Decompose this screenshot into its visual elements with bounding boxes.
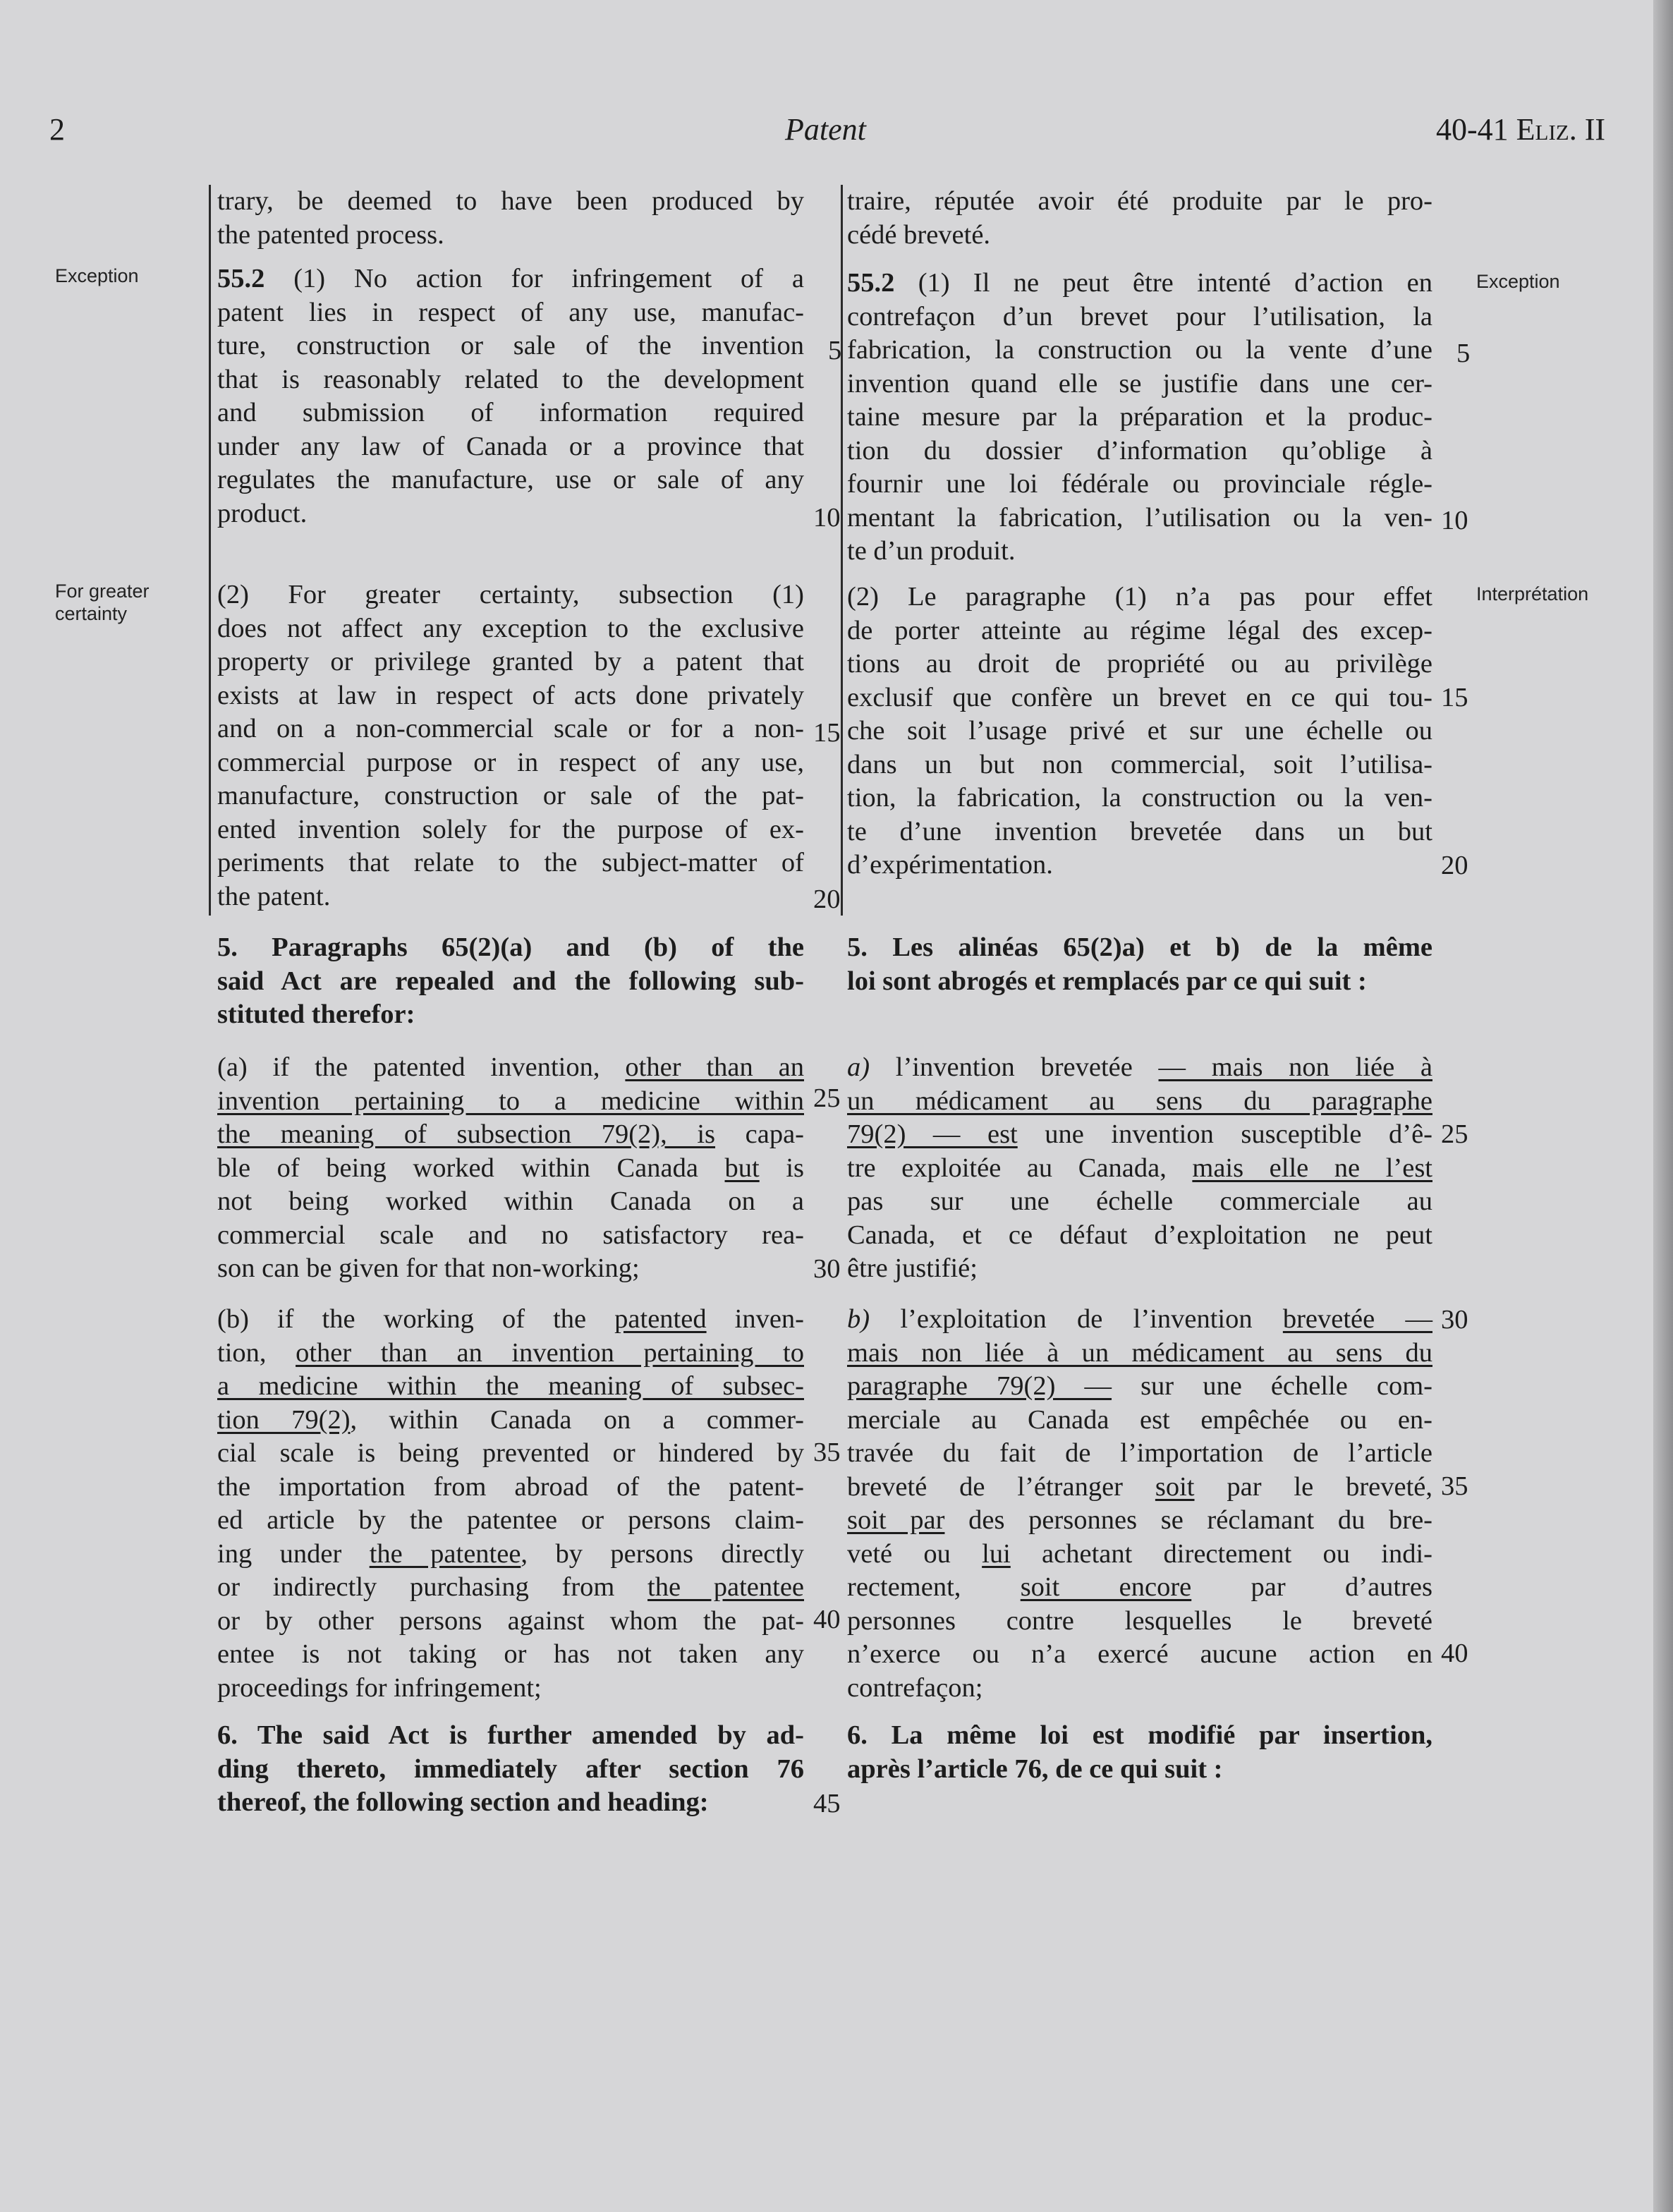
line-number: 35 bbox=[813, 1438, 841, 1467]
line-number: 40 bbox=[1441, 1639, 1468, 1668]
margin-note-greater-certainty: For greater certainty bbox=[55, 581, 150, 624]
line-number: 25 bbox=[1441, 1119, 1468, 1149]
text-line: a medicine within the meaning of subsec- bbox=[217, 1371, 804, 1401]
margin-note-exception-en: Exception bbox=[55, 265, 139, 286]
french-column bbox=[847, 185, 1432, 252]
margin-note-exception-fr: Exception bbox=[1476, 271, 1560, 292]
line-number: 15 bbox=[813, 718, 841, 748]
text-line: contrefaçon; bbox=[847, 1672, 983, 1703]
paragraph-a-fr bbox=[847, 1051, 1432, 1286]
text-line: ented invention solely for the purpose of ex- bbox=[217, 814, 804, 844]
text-line: tion du dossier d’information qu’oblige à bbox=[847, 435, 1432, 466]
text-line: thereof, the following section and heading: bbox=[217, 1787, 709, 1817]
regnal-year: 40-41 Eliz. II bbox=[1436, 112, 1606, 147]
text-line: said Act are repealed and the following sub- bbox=[217, 966, 804, 996]
text-line: taine mesure par la préparation et la produc- bbox=[847, 402, 1432, 432]
text-line: b) l’exploitation de l’invention brevetée — bbox=[847, 1304, 1432, 1334]
text-line: tion 79(2), within Canada on a commer- bbox=[217, 1404, 804, 1435]
text-line: exists at law in respect of acts done privately bbox=[217, 680, 804, 710]
text-line: cédé breveté. bbox=[847, 219, 991, 250]
text-line: 55.2 (1) Il ne peut être intenté d’action en bbox=[847, 268, 1432, 298]
text-line: dans un but non commercial, soit l’utilisa- bbox=[847, 749, 1432, 779]
text-line: exclusif que confère un brevet en ce qui tou- bbox=[847, 682, 1432, 712]
text-line: 79(2) — est une invention susceptible d’ê- bbox=[847, 1119, 1432, 1149]
text-line: merciale au Canada est empêchée ou en- bbox=[847, 1404, 1432, 1435]
text-line: under any law of Canada or a province that bbox=[217, 431, 804, 461]
text-line: de porter atteinte au régime légal des excep- bbox=[847, 615, 1432, 645]
text-line: the importation from abroad of the patent- bbox=[217, 1471, 804, 1502]
text-line: manufacture, construction or sale of the pat- bbox=[217, 781, 804, 810]
text-line: n’exerce ou n’a exercé aucune action en bbox=[847, 1639, 1432, 1669]
section-6-heading-en bbox=[217, 1719, 804, 1820]
line-number: 10 bbox=[1441, 506, 1468, 535]
left-column-rule bbox=[209, 185, 211, 916]
text-line: 6. The said Act is further amended by ad- bbox=[217, 1720, 804, 1750]
text-line: mentant la fabrication, l’utilisation ou la ven- bbox=[847, 502, 1432, 533]
text-line: 5. Paragraphs 65(2)(a) and (b) of the bbox=[217, 932, 804, 962]
page-number: 2 bbox=[49, 112, 65, 147]
section-5-heading-en bbox=[217, 931, 804, 1032]
line-number: 30 bbox=[813, 1254, 841, 1284]
paragraph-a-en bbox=[217, 1051, 804, 1286]
text-line: fournir une loi fédérale ou provinciale régle- bbox=[847, 469, 1432, 499]
text-line: mais non liée à un médicament au sens du bbox=[847, 1337, 1432, 1368]
text-line: Canada, et ce défaut d’exploitation ne peut bbox=[847, 1220, 1432, 1250]
line-number: 15 bbox=[1441, 683, 1468, 712]
text-line: entee is not taking or has not taken any bbox=[217, 1639, 804, 1669]
text-line: a) l’invention brevetée — mais non liée à bbox=[847, 1052, 1432, 1082]
text-line: contrefaçon d’un brevet pour l’utilisation, la bbox=[847, 301, 1432, 332]
text-line: property or privilege granted by a patent that bbox=[217, 647, 804, 676]
line-number: 5 bbox=[1456, 339, 1471, 368]
text-line: invention quand elle se justifie dans une cer- bbox=[847, 368, 1432, 399]
text-line: che soit l’usage privé et sur une échelle ou bbox=[847, 716, 1432, 746]
section-55-2-1-fr bbox=[847, 267, 1432, 569]
text-line: loi sont abrogés et remplacés par ce qui suit : bbox=[847, 966, 1367, 996]
line-number: 10 bbox=[813, 503, 841, 533]
text-line: (a) if the patented invention, other than an bbox=[217, 1052, 804, 1082]
section-5-heading-fr bbox=[847, 931, 1432, 998]
text-line: ble of being worked within Canada but is bbox=[217, 1153, 804, 1183]
text-line: cial scale is being prevented or hindered by bbox=[217, 1438, 804, 1468]
text-line: and submission of information required bbox=[217, 398, 804, 427]
line-number: 30 bbox=[1441, 1305, 1468, 1335]
text-line: fabrication, la construction ou la vente d’une bbox=[847, 335, 1432, 365]
section-6-heading-fr bbox=[847, 1719, 1432, 1786]
text-line: the patent. bbox=[217, 881, 331, 911]
text-line: soit par des personnes se réclamant du bre- bbox=[847, 1505, 1432, 1535]
text-line: (b) if the working of the patented inven- bbox=[217, 1304, 804, 1334]
text-line: veté ou lui achetant directement ou indi- bbox=[847, 1538, 1432, 1569]
text-line: does not affect any exception to the exclusive bbox=[217, 613, 804, 643]
text-line: and on a non-commercial scale or for a non- bbox=[217, 714, 804, 743]
text-line: that is reasonably related to the development bbox=[217, 364, 804, 394]
text-line: ed article by the patentee or persons claim- bbox=[217, 1505, 804, 1535]
text-line: après l’article 76, de ce qui suit : bbox=[847, 1754, 1223, 1784]
text-line: product. bbox=[217, 498, 308, 528]
text-line: regulates the manufacture, use or sale of any bbox=[217, 465, 804, 494]
line-number: 45 bbox=[813, 1789, 841, 1818]
margin-note-interpretation: Interprétation bbox=[1476, 583, 1589, 604]
text-line: paragraphe 79(2) — sur une échelle com- bbox=[847, 1371, 1432, 1401]
text-line: personnes contre lesquelles le breveté bbox=[847, 1605, 1432, 1636]
text-line: proceedings for infringement; bbox=[217, 1672, 542, 1703]
text-line: 5. Les alinéas 65(2)a) et b) de la même bbox=[847, 932, 1432, 962]
text-line: periments that relate to the subject-matter of bbox=[217, 848, 804, 877]
text-line: travée du fait de l’importation de l’article bbox=[847, 1438, 1432, 1468]
text-line: ing under the patentee, by persons directly bbox=[217, 1538, 804, 1569]
paragraph-b-fr bbox=[847, 1303, 1432, 1705]
text-line: pas sur une échelle commerciale au bbox=[847, 1186, 1432, 1216]
line-number: 20 bbox=[813, 885, 841, 914]
section-55-2-2-en bbox=[217, 578, 804, 913]
text-line: être justifié; bbox=[847, 1253, 978, 1283]
line-number: 35 bbox=[1441, 1471, 1468, 1501]
line-number: 25 bbox=[813, 1083, 841, 1113]
text-line: traire, réputée avoir été produite par le pro- bbox=[847, 186, 1432, 216]
text-line: te d’une invention brevetée dans un but bbox=[847, 816, 1432, 846]
text-line: 6. La même loi est modifié par insertion, bbox=[847, 1720, 1432, 1750]
text-line: ture, construction or sale of the invention bbox=[217, 331, 804, 360]
text-line: the meaning of subsection 79(2), is capa- bbox=[217, 1119, 804, 1149]
text-line: tions au droit de propriété ou au privilège bbox=[847, 649, 1432, 679]
text-line: trary, be deemed to have been produced by bbox=[217, 186, 804, 216]
text-line: 55.2 (1) No action for infringement of a bbox=[217, 264, 804, 293]
page-title: Patent bbox=[785, 112, 866, 147]
text-line: (2) Le paragraphe (1) n’a pas pour effet bbox=[847, 582, 1432, 612]
text-line: un médicament au sens du paragraphe bbox=[847, 1086, 1432, 1116]
text-line: or by other persons against whom the pat- bbox=[217, 1605, 804, 1636]
line-number: 40 bbox=[813, 1605, 841, 1634]
text-line: commercial scale and no satisfactory rea- bbox=[217, 1220, 804, 1250]
text-line: invention pertaining to a medicine within bbox=[217, 1086, 804, 1116]
text-line: rectement, soit encore par d’autres bbox=[847, 1572, 1433, 1602]
text-line: or indirectly purchasing from the patentee bbox=[217, 1572, 804, 1602]
text-line: tion, la fabrication, la construction ou la ven- bbox=[847, 783, 1432, 813]
text-line: ding thereto, immediately after section 76 bbox=[217, 1754, 804, 1784]
text-line: d’expérimentation. bbox=[847, 850, 1053, 880]
text-line: stituted therefor: bbox=[217, 999, 415, 1029]
center-column-rule bbox=[841, 185, 843, 916]
text-line: the patented process. bbox=[217, 219, 444, 250]
text-line: tion, other than an invention pertaining to bbox=[217, 1337, 804, 1368]
paragraph-b-en bbox=[217, 1303, 804, 1705]
text-line: te d’un produit. bbox=[847, 536, 1016, 566]
section-55-2-2-fr bbox=[847, 581, 1432, 882]
line-number: 5 bbox=[828, 336, 842, 365]
text-line: son can be given for that non-working; bbox=[217, 1253, 640, 1283]
text-line: tre exploitée au Canada, mais elle ne l’est bbox=[847, 1153, 1432, 1183]
section-55-2-1-en bbox=[217, 262, 804, 530]
text-line: breveté de l’étranger soit par le breveté, bbox=[847, 1471, 1432, 1502]
text-line: not being worked within Canada on a bbox=[217, 1186, 804, 1216]
english-column bbox=[217, 185, 804, 252]
text-line: (2) For greater certainty, subsection (1) bbox=[217, 580, 804, 609]
text-line: patent lies in respect of any use, manufac- bbox=[217, 297, 804, 327]
text-line: commercial purpose or in respect of any use, bbox=[217, 747, 804, 777]
page-edge bbox=[1653, 0, 1673, 2212]
line-number: 20 bbox=[1441, 851, 1468, 880]
